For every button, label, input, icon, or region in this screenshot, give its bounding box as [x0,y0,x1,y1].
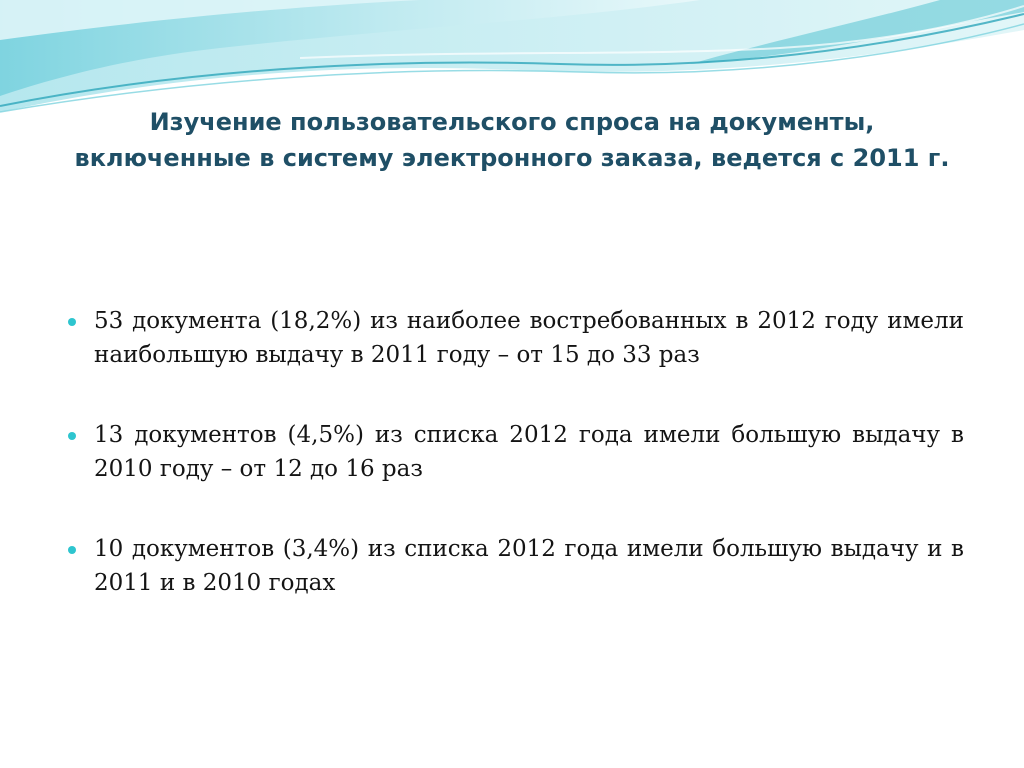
bullet-text: 13 документов (4,5%) из списка 2012 года имели большую выдачу в 2010 году – от 12 до 16 раз [94,422,964,482]
slide-title: Изучение пользовательского спроса на документы, включенные в систему электронного заказа, ведется с 2011 г. [74,108,950,172]
list-item [68,304,964,372]
bullet-list [68,304,964,646]
list-item [68,418,964,486]
bullet-text: 53 документа (18,2%) из наиболее востребованных в 2012 году имели наибольшую выдачу в 2011 году – от 15 до 33 раз [94,308,964,368]
bullet-dot-icon [68,318,76,326]
bullet-text: 10 документов (3,4%) из списка 2012 года имели большую выдачу и в 2011 и в 2010 годах [94,536,964,596]
bullet-dot-icon [68,546,76,554]
list-item [68,532,964,600]
bullet-dot-icon [68,432,76,440]
